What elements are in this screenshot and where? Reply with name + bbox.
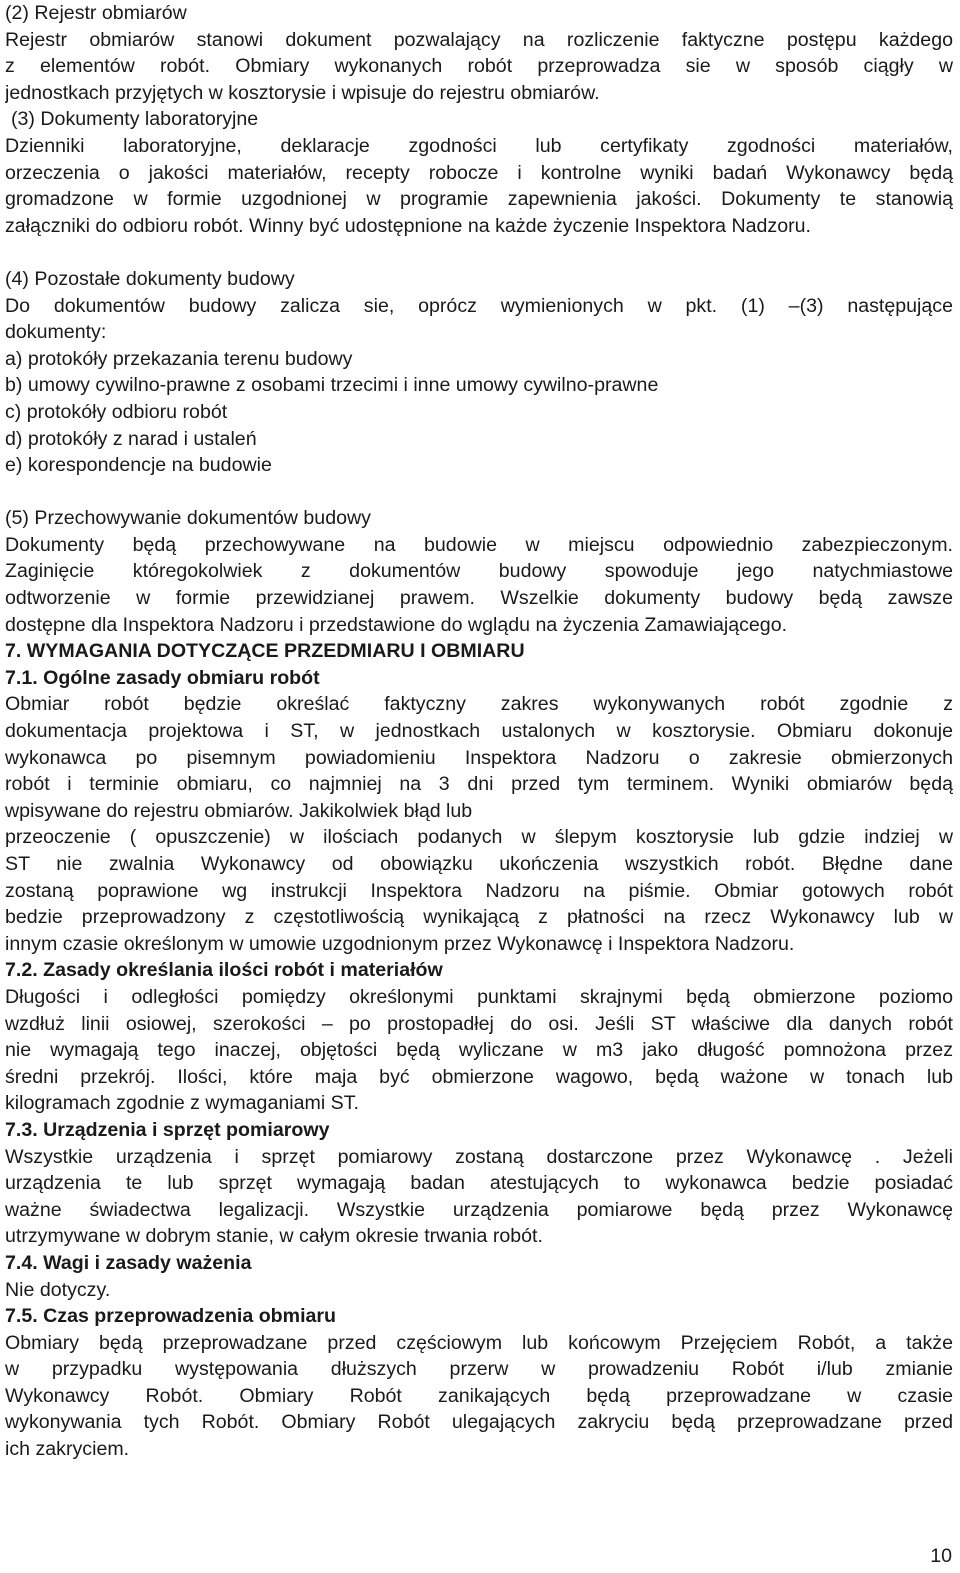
blank-line: [5, 239, 953, 266]
paragraph-line: dokumenty:: [5, 321, 107, 344]
list-item: d) protokóły z narad i ustaleń: [5, 427, 257, 450]
paragraph-line: Zaginięcie któregokolwiek z dokumentów budowy spowoduje jego natychmiastowe: [5, 560, 953, 583]
subsection-heading-7-1: 7.1. Ogólne zasady obmiaru robót: [5, 666, 320, 689]
list-item: c) protokóły odbioru robót: [5, 400, 228, 423]
paragraph-line: innym czasie określonym w umowie uzgodnionym przez Wykonawcę i Inspektora Nadzoru.: [5, 932, 795, 955]
paragraph-line: urządzenia te lub sprzęt wymagają badan atestujących to wykonawca bedzie posiadać: [5, 1172, 953, 1195]
subsection-heading-7-3: 7.3. Urządzenia i sprzęt pomiarowy: [5, 1118, 330, 1141]
paragraph-line: nie wymagają tego inaczej, objętości będą wyliczane w m3 jako długość pomnożona przez: [5, 1039, 953, 1062]
paragraph-line: Dzienniki laboratoryjne, deklaracje zgodności lub certyfikaty zgodności materiałów,: [5, 134, 953, 157]
paragraph-line: Wykonawcy Robót. Obmiary Robót zanikających będą przeprowadzane w czasie: [5, 1384, 953, 1407]
paragraph-line: kilogramach zgodnie z wymaganiami ST.: [5, 1092, 359, 1115]
paragraph-line: Do dokumentów budowy zalicza sie, oprócz wymienionych w pkt. (1) –(3) następujące: [5, 294, 953, 317]
section-heading-pozostale-dokumenty: (4) Pozostałe dokumenty budowy: [5, 267, 295, 290]
list-item: b) umowy cywilno-prawne z osobami trzecimi i inne umowy cywilno-prawne: [5, 374, 659, 397]
paragraph-line: średni przekrój. Ilości, które maja być obmierzone wagowo, będą ważone w tonach lub: [5, 1065, 953, 1088]
paragraph-line: odtworzenie w formie przewidzianej prawem. Wszelkie dokumenty budowy będą zawsze: [5, 587, 953, 610]
paragraph-line: gromadzone w formie uzgodnionej w programie zapewnienia jakości. Dokumenty te stanowią: [5, 188, 953, 211]
section-heading-rejestr-obmiarow: (2) Rejestr obmiarów: [5, 2, 187, 24]
paragraph-line: Długości i odległości pomiędzy określonymi punktami skrajnymi będą obmierzone poziomo: [5, 985, 953, 1008]
page-number: 10: [930, 1545, 952, 1567]
paragraph-line: Rejestr obmiarów stanowi dokument pozwalający na rozliczenie faktyczne postępu każdego: [5, 28, 953, 51]
paragraph-line: przeoczenie ( opuszczenie) w ilościach podanych w ślepym kosztorysie lub gdzie indziej w: [5, 826, 953, 849]
subsection-heading-7-2: 7.2. Zasady określania ilości robót i materiałów: [5, 959, 443, 982]
paragraph-line: ważne świadectwa legalizacji. Wszystkie urządzenia pomiarowe będą przez Wykonawcę: [5, 1198, 953, 1221]
subsection-heading-7-5: 7.5. Czas przeprowadzenia obmiaru: [5, 1305, 337, 1328]
paragraph-line: załączniki do odbioru robót. Winny być udostępnione na każde życzenie Inspektora Nadzoru.: [5, 214, 811, 237]
paragraph-line: Nie dotyczy.: [5, 1278, 111, 1301]
section-heading-dokumenty-laboratoryjne: (3) Dokumenty laboratoryjne: [11, 108, 259, 131]
paragraph-line: jednostkach przyjętych w kosztorysie i wpisuje do rejestru obmiarów.: [5, 81, 600, 104]
paragraph-line: bedzie przeprowadzony z częstotliwością wynikającą z płatności na rzecz Wykonawcy lub w: [5, 906, 953, 929]
paragraph-line: Obmiar robót będzie określać faktyczny zakres wykonywanych robót zgodnie z: [5, 693, 953, 716]
subsection-heading-7-4: 7.4. Wagi i zasady ważenia: [5, 1251, 252, 1274]
paragraph-line: orzeczenia o jakości materiałów, recepty robocze i kontrolne wyniki badań Wykonawcy będą: [5, 161, 953, 184]
paragraph-line: robót i terminie obmiaru, co najmniej na 3 dni przed tym terminem. Wyniki obmiarów będą: [5, 773, 953, 796]
paragraph-line: Wszystkie urządzenia i sprzęt pomiarowy zostaną dostarczone przez Wykonawcę . Jeżeli: [5, 1145, 953, 1168]
paragraph-line: utrzymywane w dobrym stanie, w całym okresie trwania robót.: [5, 1225, 543, 1248]
list-item: e) korespondencje na budowie: [5, 454, 272, 477]
paragraph-line: wykonawca po pisemnym powiadomieniu Inspektora Nadzoru o zakresie obmierzonych: [5, 746, 953, 769]
paragraph-line: w przypadku występowania dłuższych przerw w prowadzeniu Robót i/lub zmianie: [5, 1358, 953, 1381]
document-page: [5, 0, 953, 1463]
paragraph-line: ich zakryciem.: [5, 1438, 130, 1461]
paragraph-line: dokumentacja projektowa i ST, w jednostkach ustalonych w kosztorysie. Obmiaru dokonuje: [5, 720, 953, 743]
paragraph-line: wykonywania tych Robót. Obmiary Robót ulegających zakryciu będą przeprowadzane przed: [5, 1411, 953, 1434]
section-heading-przechowywanie: (5) Przechowywanie dokumentów budowy: [5, 507, 371, 530]
paragraph-line: Obmiary będą przeprowadzane przed częściowym lub końcowym Przejęciem Robót, a także: [5, 1331, 953, 1354]
paragraph-line: Dokumenty będą przechowywane na budowie w miejscu odpowiednio zabezpieczonym.: [5, 533, 953, 556]
paragraph-line: wzdłuż linii osiowej, szerokości – po prostopadłej do osi. Jeśli ST właściwe dla danych robót: [5, 1012, 953, 1035]
paragraph-line: wpisywane do rejestru obmiarów. Jakikolwiek błąd lub: [5, 799, 473, 822]
paragraph-line: ST nie zwalnia Wykonawcy od obowiązku ukończenia wszystkich robót. Błędne dane: [5, 853, 953, 875]
paragraph-line: dostępne dla Inspektora Nadzoru i przedstawione do wglądu na życzenia Zamawiającego.: [5, 613, 788, 636]
paragraph-line: zostaną poprawione wg instrukcji Inspektora Nadzoru na piśmie. Obmiar gotowych robót: [5, 879, 953, 902]
paragraph-line: z elementów robót. Obmiary wykonanych robót przeprowadza sie w sposób ciągły w: [5, 55, 953, 78]
list-item: a) protokóły przekazania terenu budowy: [5, 347, 353, 370]
blank-line: [5, 479, 953, 506]
chapter-heading: 7. WYMAGANIA DOTYCZĄCE PRZEDMIARU I OBMIARU: [5, 640, 525, 663]
